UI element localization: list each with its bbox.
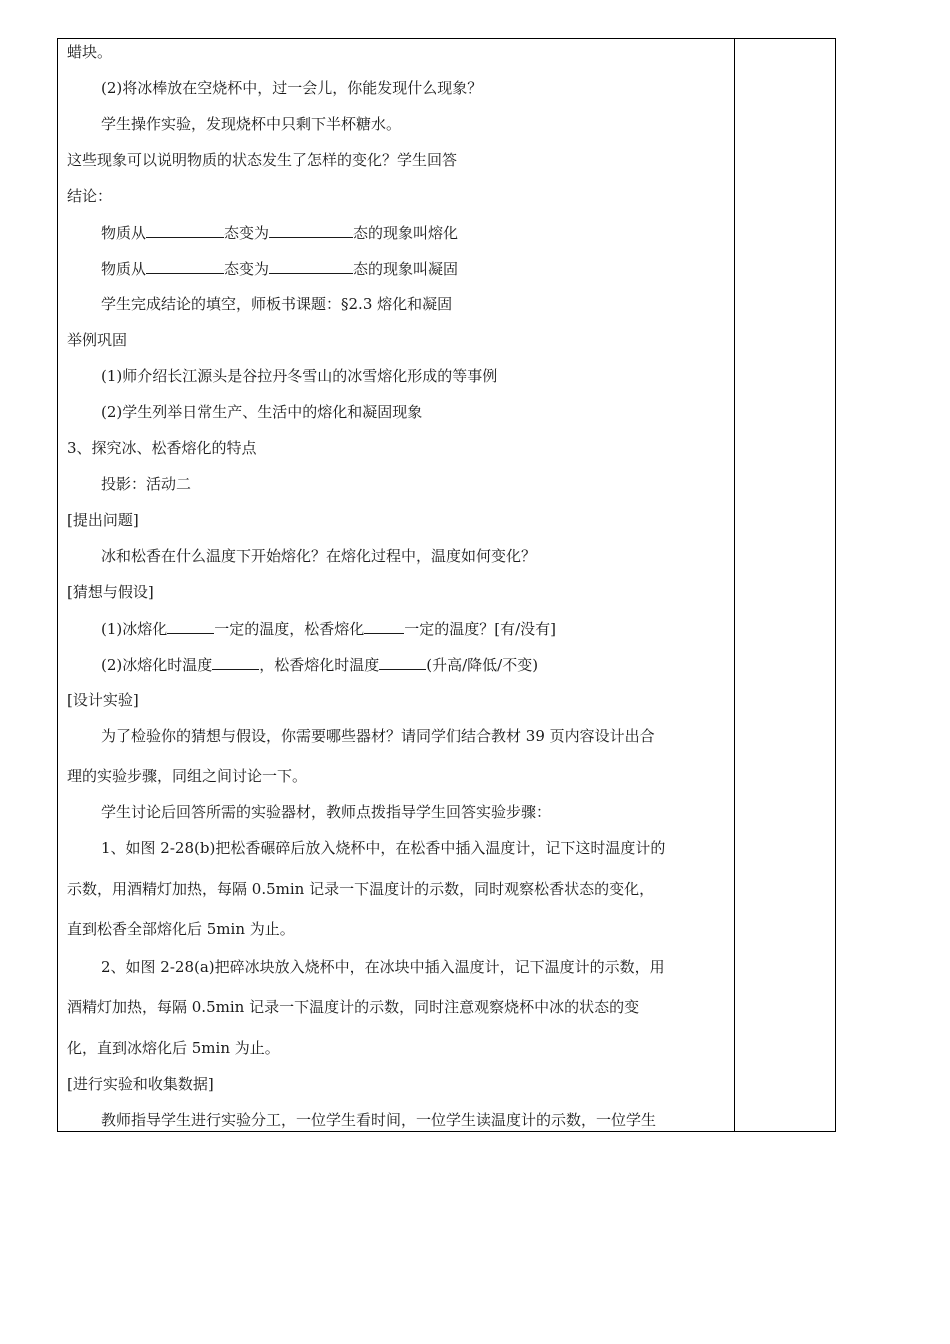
- text-segment: 态变为: [224, 260, 270, 278]
- text-segment: (升高/降低/不变): [426, 656, 539, 674]
- text-line: 直到松香全部熔化后 5min 为止。: [67, 920, 295, 938]
- text-segment: 一定的温度，松香熔化: [214, 620, 365, 638]
- text-line: (2)将冰棒放在空烧杯中，过一会儿，你能发现什么现象？: [101, 79, 483, 97]
- text-line: 蜡块。: [67, 43, 113, 61]
- section-heading: [提出问题]: [67, 511, 139, 529]
- section-heading: [设计实验]: [67, 691, 139, 709]
- fill-blank[interactable]: [379, 654, 426, 670]
- text-line: 学生讨论后回答所需的实验器材，教师点拨指导学生回答实验步骤：: [101, 803, 552, 821]
- text-line: (2)学生列举日常生产、生活中的熔化和凝固现象: [101, 403, 423, 421]
- text-segment: 态的现象叫熔化: [353, 224, 459, 242]
- text-segment: (2)冰熔化时温度: [101, 656, 213, 674]
- text-line: 举例巩固: [67, 331, 128, 349]
- text-line: 示数，用酒精灯加热，每隔 0.5min 记录一下温度计的示数，同时观察松香状态的变化，: [67, 880, 655, 898]
- text-line: 酒精灯加热，每隔 0.5min 记录一下温度计的示数，同时注意观察烧杯中冰的状态的变: [67, 998, 640, 1016]
- text-segment: 一定的温度？[有/没有]: [404, 620, 557, 638]
- column-divider: [734, 39, 735, 1131]
- text-line: 学生完成结论的填空，师板书课题：§2.3 熔化和凝固: [101, 295, 453, 313]
- text-line: 学生操作实验，发现烧杯中只剩下半杯糖水。: [101, 115, 402, 133]
- text-segment: 物质从: [101, 224, 147, 242]
- conclusion-melting: [101, 222, 458, 243]
- fill-blank[interactable]: [269, 258, 353, 274]
- guess-line-1: [101, 618, 556, 639]
- text-line: (1)师介绍长江源头是谷拉丹冬雪山的冰雪熔化形成的等事例: [101, 367, 498, 385]
- text-segment: 态变为: [224, 224, 270, 242]
- section-heading: [进行实验和收集数据]: [67, 1075, 214, 1093]
- text-line: 2、如图 2-28(a)把碎冰块放入烧杯中，在冰块中插入温度计，记下温度计的示数，用: [101, 958, 665, 976]
- text-line: 结论：: [67, 187, 113, 205]
- text-line: 为了检验你的猜想与假设，你需要哪些器材？请同学们结合教材 39 页内容设计出合: [101, 727, 655, 745]
- text-segment: ，松香熔化时温度: [259, 656, 380, 674]
- text-line: 1、如图 2-28(b)把松香碾碎后放入烧杯中，在松香中插入温度计，记下这时温度计的: [101, 839, 666, 857]
- text-line: 理的实验步骤，同组之间讨论一下。: [67, 767, 308, 785]
- fill-blank[interactable]: [167, 618, 214, 634]
- fill-blank[interactable]: [146, 222, 224, 238]
- text-line: 这些现象可以说明物质的状态发生了怎样的变化？学生回答: [67, 151, 458, 169]
- text-line: 投影：活动二: [101, 475, 192, 493]
- fill-blank[interactable]: [364, 618, 404, 634]
- text-segment: 物质从: [101, 260, 147, 278]
- fill-blank[interactable]: [269, 222, 353, 238]
- fill-blank[interactable]: [212, 654, 259, 670]
- text-line: 3、探究冰、松香熔化的特点: [67, 439, 257, 457]
- conclusion-solidifying: [101, 258, 458, 279]
- text-line: 冰和松香在什么温度下开始熔化？在熔化过程中，温度如何变化？: [101, 547, 537, 565]
- lesson-table: [57, 38, 836, 1132]
- text-segment: 态的现象叫凝固: [353, 260, 459, 278]
- text-line: 教师指导学生进行实验分工，一位学生看时间，一位学生读温度计的示数，一位学生: [101, 1111, 657, 1129]
- guess-line-2: [101, 654, 538, 675]
- text-line: 化，直到冰熔化后 5min 为止。: [67, 1039, 280, 1057]
- section-heading: [猜想与假设]: [67, 583, 154, 601]
- fill-blank[interactable]: [146, 258, 224, 274]
- text-segment: (1)冰熔化: [101, 620, 168, 638]
